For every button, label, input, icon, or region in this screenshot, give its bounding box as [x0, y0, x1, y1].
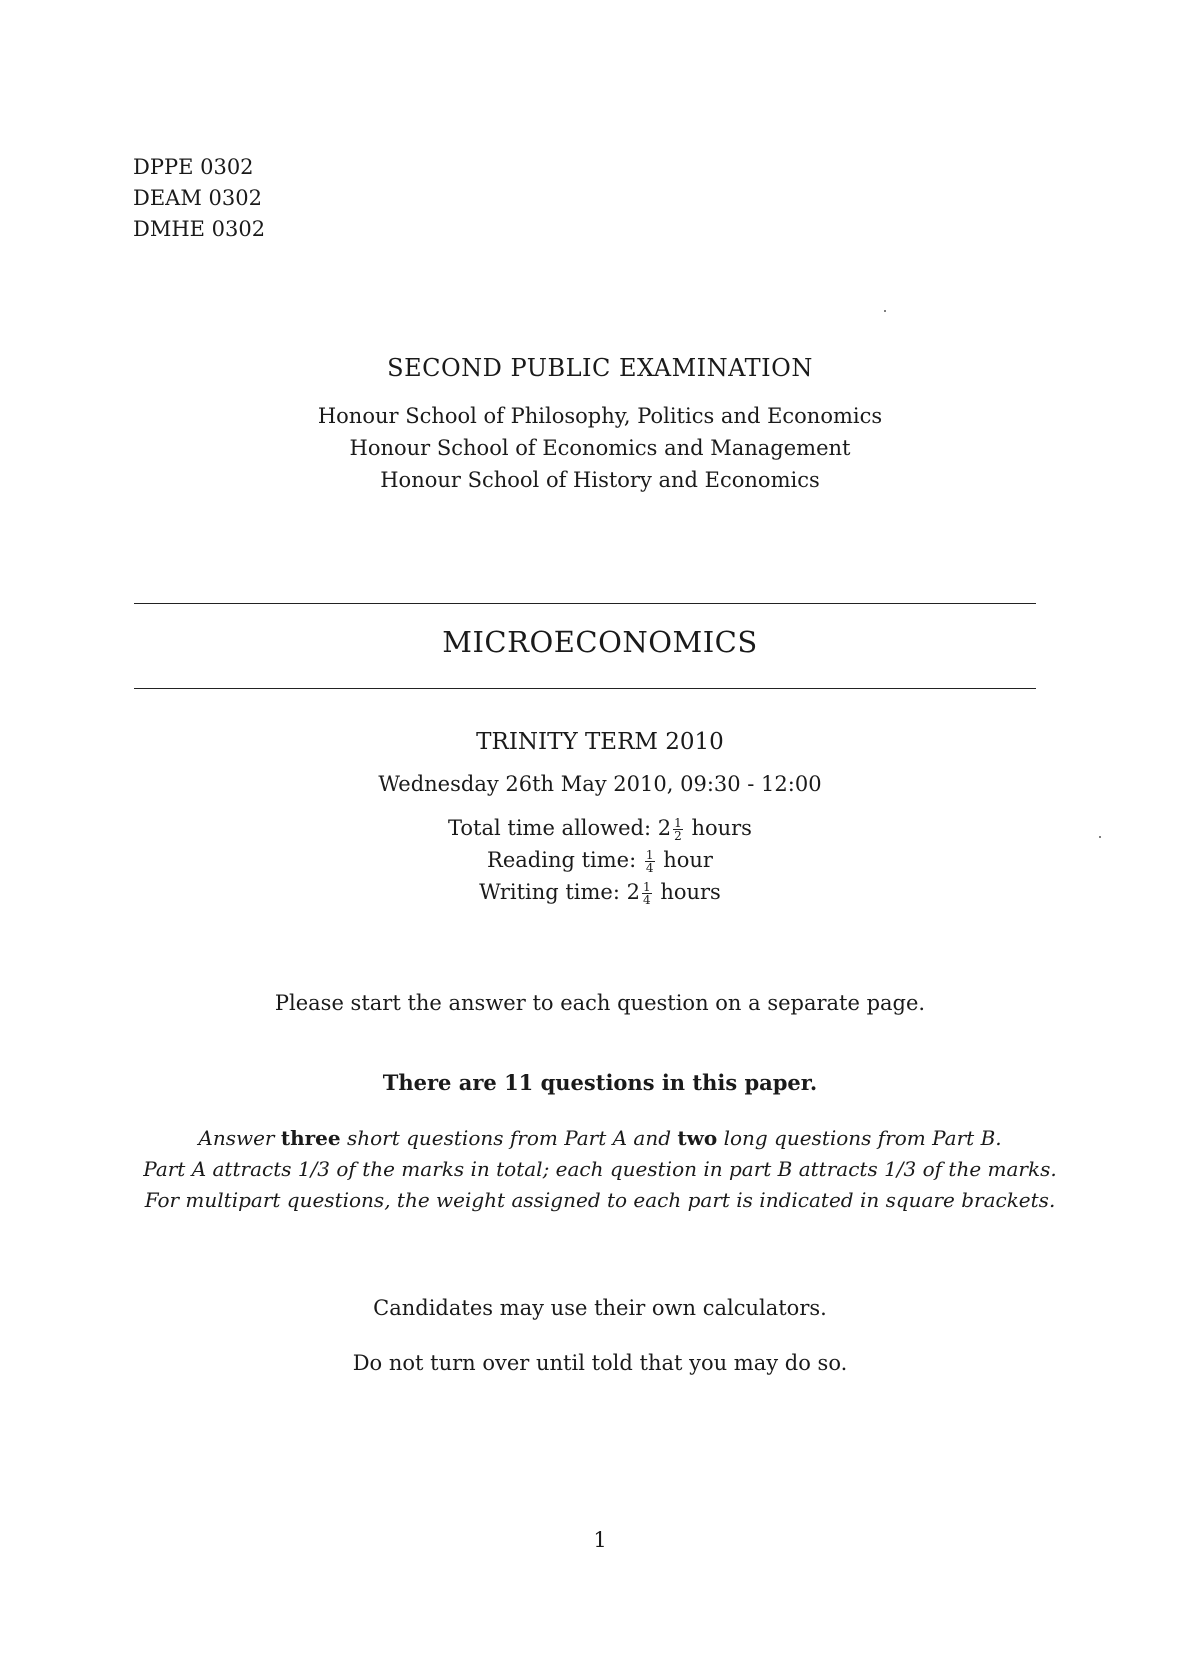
multipart-line: For multipart questions, the weight assigned to each part is indicated in square brackets. — [144, 1188, 1056, 1212]
fraction-half: $\frac{1}{2}$ — [674, 816, 682, 843]
honour-school-line: Honour School of History and Economics — [380, 468, 820, 492]
calculator-note: Candidates may use their own calculators. — [373, 1296, 827, 1320]
fraction-quarter: $\frac{1}{4}$ — [642, 880, 651, 907]
subject-title: MICROECONOMICS — [442, 625, 758, 659]
separate-page-instruction: Please start the answer to each question on a separate page. — [274, 991, 926, 1015]
total-time-line: Total time allowed: 2 $\frac{1}{2}$ hours — [448, 816, 752, 843]
writing-time-line: Writing time: 2 $\frac{1}{4}$ hours — [479, 880, 721, 907]
time-allowances — [0, 812, 1200, 908]
honour-schools — [0, 400, 1200, 496]
do-not-turn-note: Do not turn over until told that you may do so. — [352, 1351, 848, 1375]
paper-code: DEAM 0302 — [133, 186, 262, 210]
rule-bottom — [134, 688, 1036, 689]
honour-school-line: Honour School of Economics and Management — [349, 436, 851, 460]
rule-top — [134, 603, 1036, 604]
answer-line: Answer three short questions from Part A and two long questions from Part B. — [198, 1126, 1002, 1150]
scan-speck — [884, 310, 886, 312]
term-title: TRINITY TERM 2010 — [476, 729, 724, 755]
paper-code: DMHE 0302 — [133, 217, 266, 241]
marks-line: Part A attracts 1/3 of the marks in total; each question in part B attracts 1/3 of the marks. — [143, 1157, 1057, 1181]
honour-school-line: Honour School of Philosophy, Politics and Economics — [317, 404, 883, 428]
answer-rules — [130, 1123, 1070, 1216]
page-number: 1 — [593, 1528, 607, 1552]
reading-time-line: Reading time: $\frac{1}{4}$ hour — [487, 848, 713, 875]
fraction-quarter: $\frac{1}{4}$ — [645, 848, 654, 875]
question-count: There are 11 questions in this paper. — [382, 1070, 818, 1095]
paper-code: DPPE 0302 — [133, 155, 254, 179]
exam-title: SECOND PUBLIC EXAMINATION — [387, 354, 813, 382]
exam-date: Wednesday 26th May 2010, 09:30 - 12:00 — [378, 772, 822, 796]
paper-codes — [133, 152, 265, 245]
